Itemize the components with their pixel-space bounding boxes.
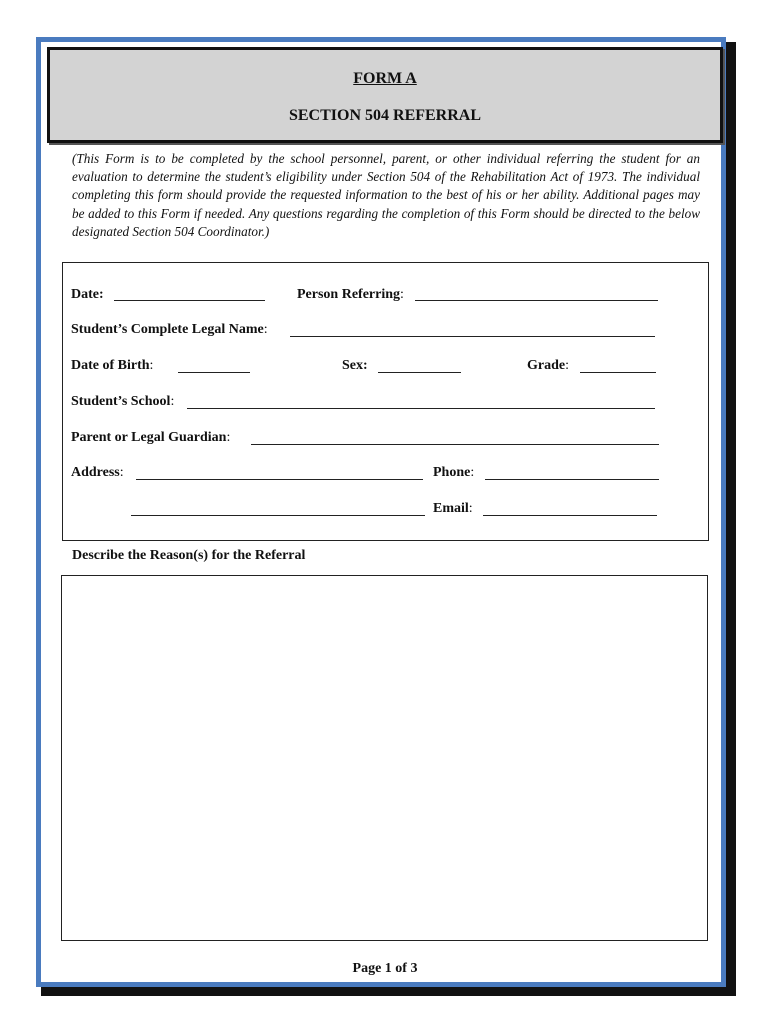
email-underline	[483, 515, 657, 516]
form-title: FORM A	[353, 70, 417, 87]
date-field[interactable]	[114, 285, 265, 301]
intro-paragraph: (This Form is to be completed by the school personnel, parent, or other individual referring the student for an evaluation to determine the student’s eligibility under Section 504 of the Rehabilitation Act of 1973. The individual completing this form should provide the requested information to the best of his or her ability. Additional pages may be added to this Form if needed. Any questions regarding the completion of this Form should be directed to the below designated Section 504 Coordinator.)	[72, 151, 700, 239]
guardian-field[interactable]	[251, 428, 659, 444]
address-line2-underline	[131, 515, 425, 516]
grade-field[interactable]	[580, 356, 656, 372]
page-number: Page 1 of 3	[352, 961, 418, 976]
reason-text-area[interactable]	[61, 575, 708, 941]
phone-label: Phone:	[433, 465, 475, 480]
sex-underline	[378, 372, 461, 373]
person-referring-underline	[415, 300, 658, 301]
person-referring-label: Person Referring:	[297, 287, 404, 302]
school-underline	[187, 408, 655, 409]
dob-field[interactable]	[178, 356, 250, 372]
school-label: Student’s School:	[71, 394, 175, 409]
address-field[interactable]	[136, 463, 423, 479]
reason-label: Describe the Reason(s) for the Referral	[72, 548, 306, 563]
grade-label: Grade:	[527, 358, 569, 373]
grade-underline	[580, 372, 656, 373]
address-underline	[136, 479, 423, 480]
student-name-field[interactable]	[290, 320, 655, 336]
student-name-underline	[290, 336, 655, 337]
phone-field[interactable]	[485, 463, 659, 479]
guardian-label: Parent or Legal Guardian:	[71, 430, 231, 445]
date-label: Date:	[71, 287, 104, 302]
form-subtitle: SECTION 504 REFERRAL	[288, 107, 482, 124]
person-referring-field[interactable]	[415, 285, 658, 301]
sex-label: Sex:	[342, 358, 368, 373]
header-box	[47, 47, 723, 143]
address-line2-field[interactable]	[131, 499, 425, 515]
guardian-underline	[251, 444, 659, 445]
address-label: Address:	[71, 465, 124, 480]
student-name-label: Student’s Complete Legal Name:	[71, 322, 268, 337]
dob-label: Date of Birth:	[71, 358, 154, 373]
school-field[interactable]	[187, 392, 655, 408]
dob-underline	[178, 372, 250, 373]
email-label: Email:	[433, 501, 473, 516]
phone-underline	[485, 479, 659, 480]
sex-field[interactable]	[378, 356, 461, 372]
email-field[interactable]	[483, 499, 657, 515]
date-underline	[114, 300, 265, 301]
